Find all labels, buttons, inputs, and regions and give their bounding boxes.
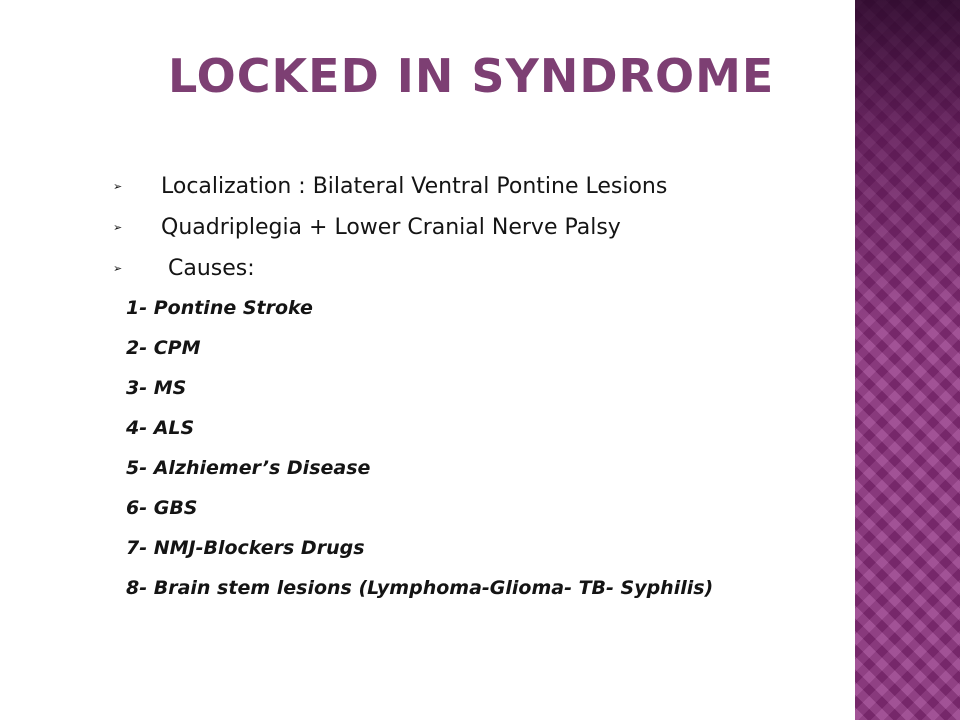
bullet-text: Quadriplegia + Lower Cranial Nerve Palsy (161, 215, 621, 240)
cause-item: 6- GBS (126, 497, 198, 519)
cause-item: 1- Pontine Stroke (126, 297, 313, 319)
cause-item: 5- Alzhiemer’s Disease (126, 457, 371, 479)
cause-item: 7- NMJ-Blockers Drugs (126, 537, 365, 559)
cause-item: 3- MS (126, 377, 187, 399)
arrow-bullet-icon: ➢ (113, 221, 123, 234)
decorative-side-panel (855, 0, 960, 720)
cause-item: 4- ALS (126, 417, 195, 439)
cause-item: 2- CPM (126, 337, 201, 359)
bullet-localization (113, 172, 667, 213)
bullet-causes (113, 254, 667, 295)
bullet-quadriplegia (113, 213, 667, 254)
arrow-bullet-icon: ➢ (113, 180, 123, 193)
bullet-text: Causes: (161, 256, 255, 281)
slide-title: LOCKED IN SYNDROME (168, 49, 775, 103)
bullet-text: Localization : Bilateral Ventral Pontine Lesions (161, 174, 668, 199)
cause-item: 8- Brain stem lesions (Lymphoma-Glioma- TB- Syphilis) (126, 577, 714, 599)
arrow-bullet-icon: ➢ (113, 262, 123, 275)
causes-list (60, 295, 840, 615)
bullet-list (113, 172, 667, 295)
